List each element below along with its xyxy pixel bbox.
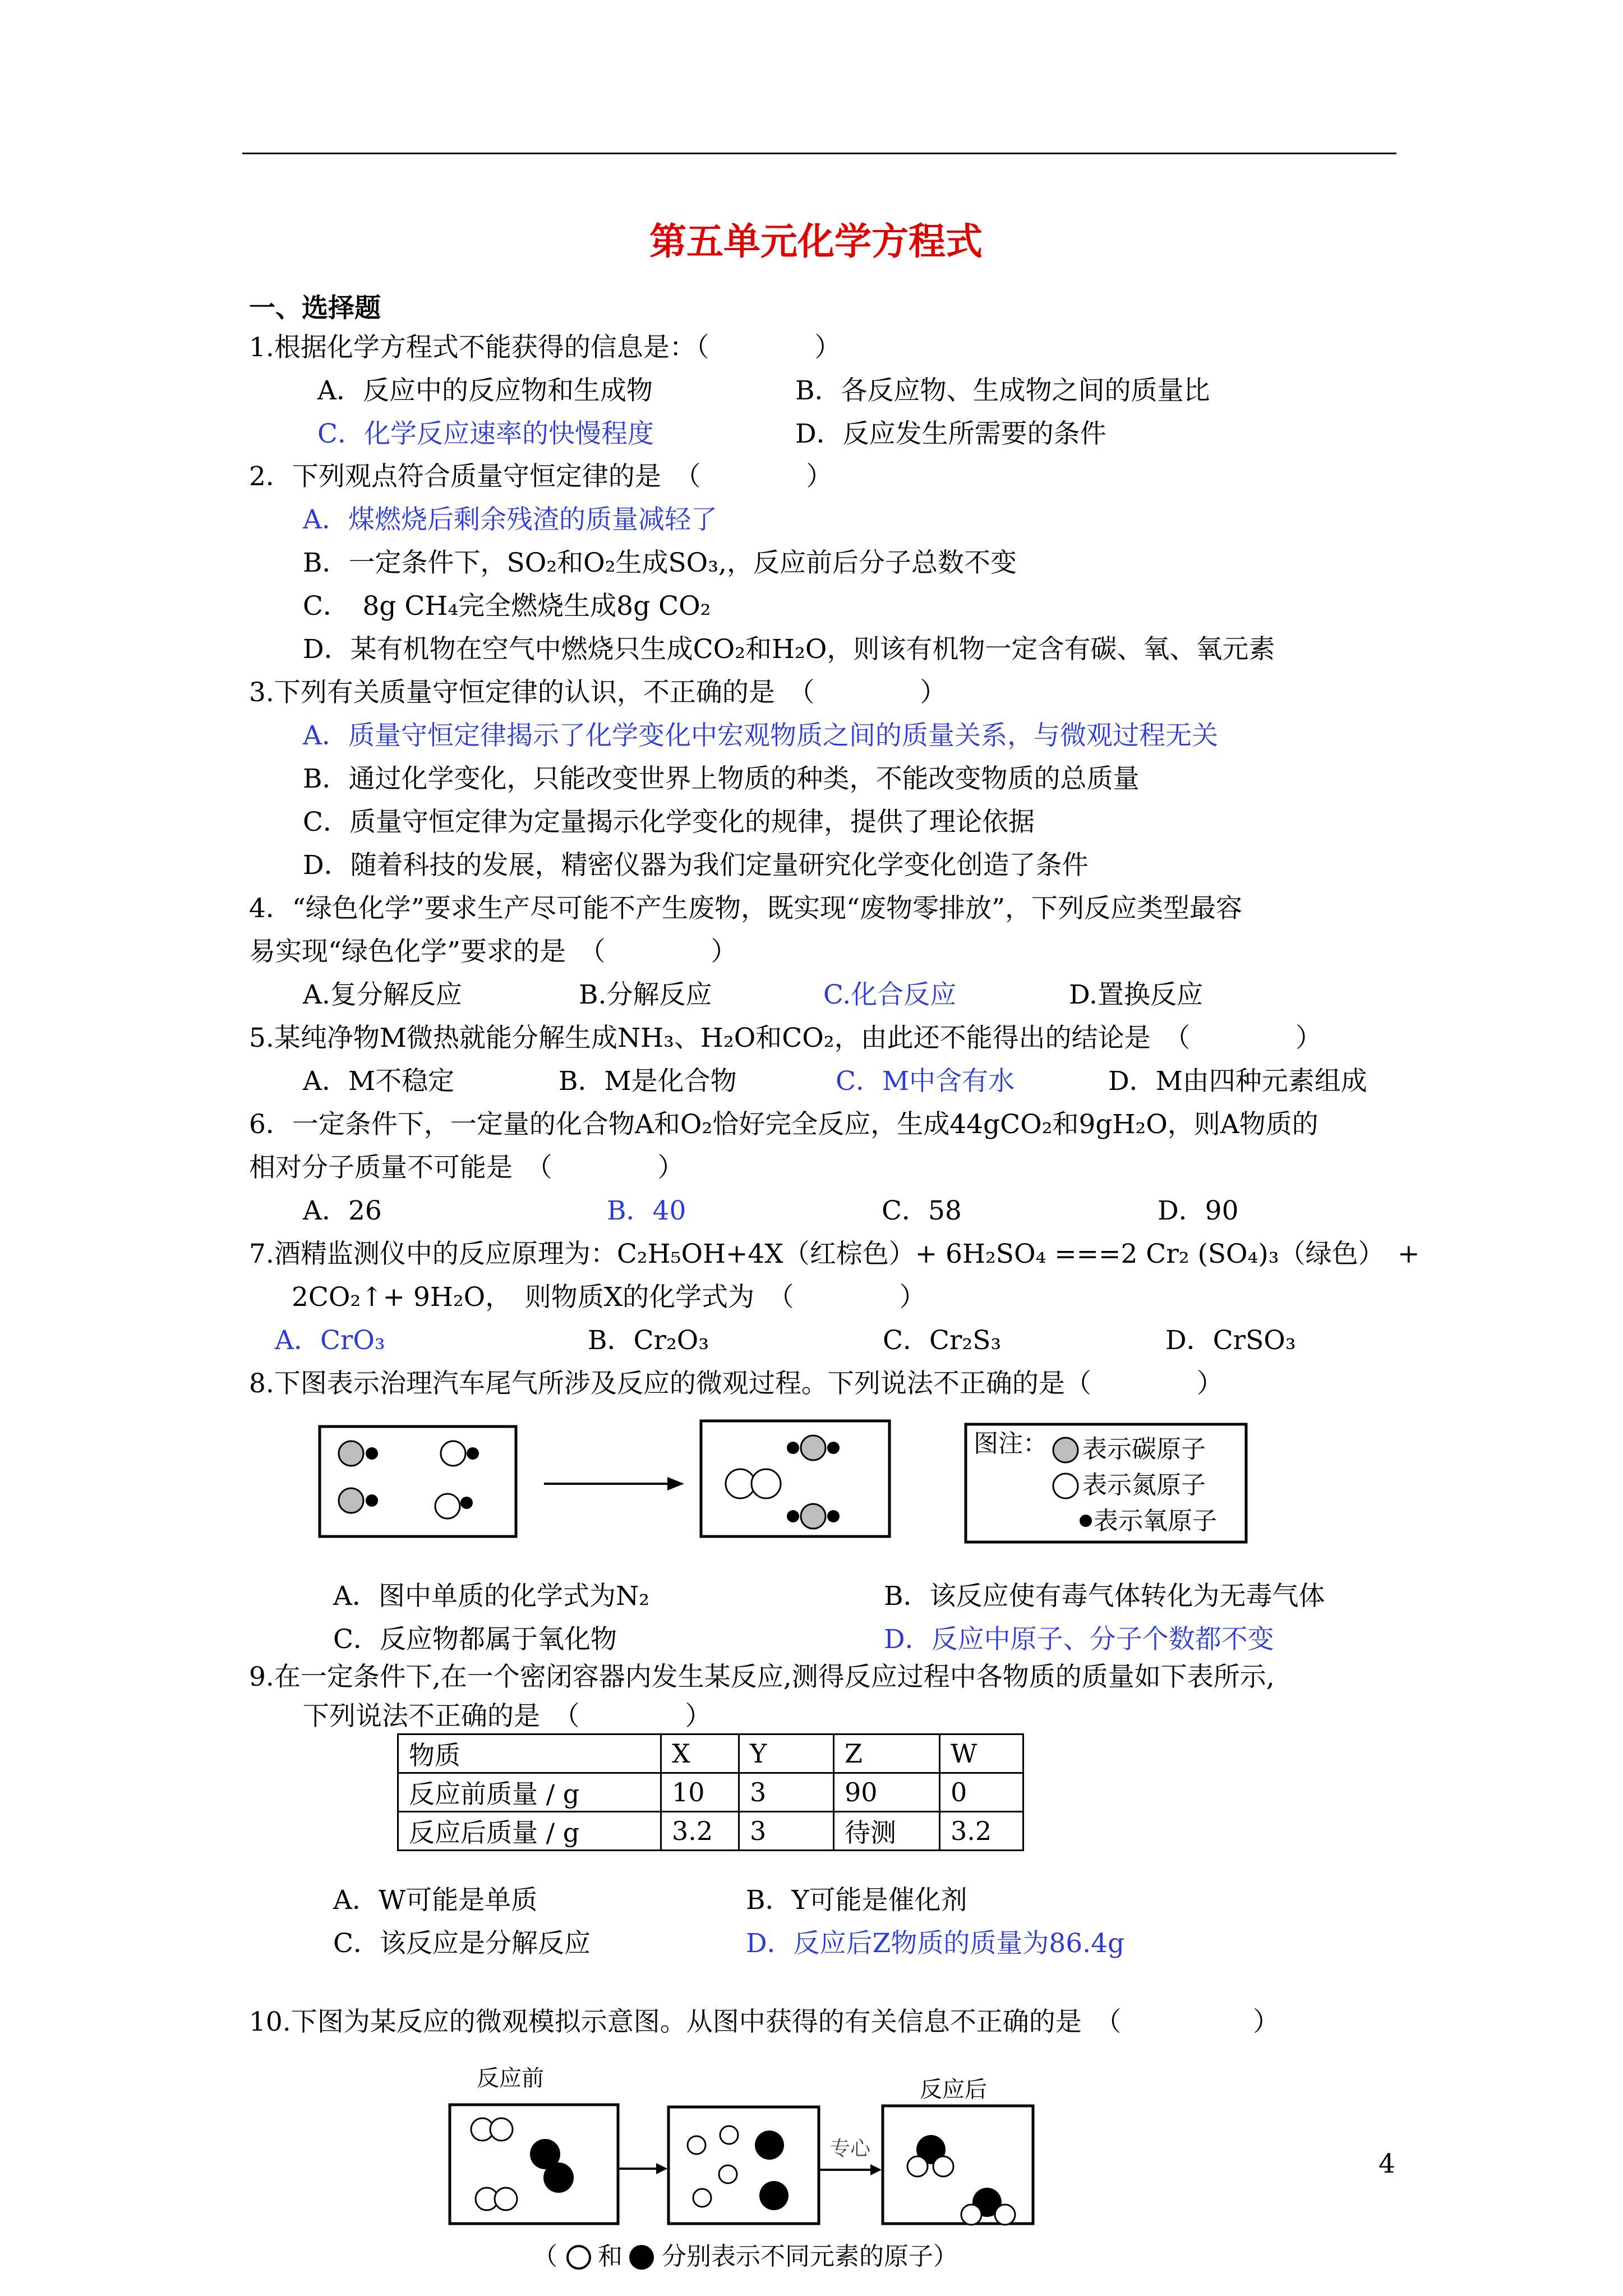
q4-stem-line2: 易实现“绿色化学”要求的是 （ ） bbox=[249, 936, 737, 967]
q2-option-d: D．某有机物在空气中燃烧只生成CO₂和H₂O，则该有机物一定含有碳、氧、氧元素 bbox=[303, 634, 1275, 665]
q4-stem-line1: 4．“绿色化学”要求生产尽可能不产生废物，既实现“废物零排放”，下列反应类型最容 bbox=[249, 893, 1243, 924]
q7-option-b: B．Cr₂O₃ bbox=[588, 1325, 709, 1356]
table-cell: 物质 bbox=[398, 1734, 661, 1773]
table-cell: 3.2 bbox=[940, 1812, 1023, 1851]
q10-caption-text: 分别表示不同元素的原子） bbox=[662, 2242, 958, 2271]
q5-option-a: A．M不稳定 bbox=[303, 1066, 455, 1097]
q8-legend-title: 图注： bbox=[974, 1429, 1048, 1458]
q10-label-after: 反应后 bbox=[920, 2077, 987, 2102]
q9-option-c: C．该反应是分解反应 bbox=[333, 1928, 591, 1959]
q9-option-a: A．W可能是单质 bbox=[333, 1885, 538, 1916]
q7-option-c: C．Cr₂S₃ bbox=[883, 1325, 1002, 1356]
q3-option-a: A．质量守恒定律揭示了化学变化中宏观物质之间的质量关系，与微观过程无关 bbox=[303, 720, 1218, 751]
table-cell: 反应前质量 / g bbox=[398, 1773, 661, 1812]
q5-option-b: B．M是化合物 bbox=[559, 1066, 737, 1097]
table-cell: 0 bbox=[940, 1773, 1023, 1812]
q3-stem: 3.下列有关质量守恒定律的认识，不正确的是 （ ） bbox=[249, 677, 947, 708]
q2-option-a: A．煤燃烧后剩余残渣的质量减轻了 bbox=[303, 504, 717, 535]
q6-option-b: B．40 bbox=[607, 1195, 686, 1226]
q8-legend-carbon: 表示碳原子 bbox=[1082, 1435, 1206, 1464]
q6-stem-line2: 相对分子质量不可能是 （ ） bbox=[249, 1152, 684, 1183]
q7-stem-line2: 2CO₂↑+ 9H₂O， 则物质X的化学式为 （ ） bbox=[292, 1282, 926, 1313]
q4-option-a: A.复分解反应 bbox=[303, 979, 462, 1010]
table-row bbox=[398, 1812, 1023, 1851]
q8-stem: 8.下图表示治理汽车尾气所涉及反应的微观过程。下列说法不正确的是（ ） bbox=[249, 1368, 1223, 1399]
table-header-row bbox=[398, 1734, 1023, 1773]
q8-legend-oxygen: 表示氧原子 bbox=[1094, 1507, 1217, 1535]
q2-stem: 2．下列观点符合质量守恒定律的是 （ ） bbox=[249, 461, 833, 492]
table-cell: 10 bbox=[661, 1773, 739, 1812]
q8-option-c: C．反应物都属于氧化物 bbox=[333, 1624, 617, 1655]
table-cell: X bbox=[661, 1734, 739, 1773]
q8-legend-nitrogen: 表示氮原子 bbox=[1082, 1471, 1206, 1499]
table-cell: W bbox=[940, 1734, 1023, 1773]
table-cell: 待测 bbox=[834, 1812, 940, 1851]
q7-stem-line1: 7.酒精监测仪中的反应原理为：C₂H₅OH+4X（红棕色）+ 6H₂SO₄ ===2 Cr₂ (SO₄)₃（绿色） + bbox=[249, 1239, 1420, 1269]
q5-option-d: D．M由四种元素组成 bbox=[1108, 1066, 1367, 1097]
q6-stem-line1: 6．一定条件下，一定量的化合物A和O₂恰好完全反应，生成44gCO₂和9gH₂O，则A物质的 bbox=[249, 1109, 1318, 1140]
q10-stem: 10.下图为某反应的微观模拟示意图。从图中获得的有关信息不正确的是 （ ） bbox=[249, 2007, 1280, 2037]
q1-option-a: A．反应中的反应物和生成物 bbox=[317, 375, 653, 406]
q7-option-d: D．CrSO₃ bbox=[1165, 1325, 1296, 1356]
black-atom-icon bbox=[627, 2243, 656, 2272]
q7-option-a: A．CrO₃ bbox=[275, 1325, 385, 1356]
q9-stem-line1: 9.在一定条件下,在一个密闭容器内发生某反应,测得反应过程中各物质的质量如下表所示, bbox=[249, 1662, 1275, 1692]
q4-option-c: C.化合反应 bbox=[823, 979, 957, 1010]
table-cell: 3.2 bbox=[661, 1812, 739, 1851]
q1-stem: 1.根据化学方程式不能获得的信息是：（ ） bbox=[249, 332, 841, 363]
page-number: 4 bbox=[1378, 2148, 1395, 2179]
table-cell: Z bbox=[834, 1734, 940, 1773]
table-cell: Y bbox=[739, 1734, 834, 1773]
q6-option-a: A．26 bbox=[303, 1195, 382, 1226]
table-cell: 3 bbox=[739, 1812, 834, 1851]
q9-option-d: D．反应后Z物质的质量为86.4g bbox=[746, 1928, 1125, 1959]
q8-option-d: D．反应中原子、分子个数都不变 bbox=[884, 1624, 1274, 1655]
q9-stem-line2: 下列说法不正确的是 （ ） bbox=[303, 1701, 712, 1732]
q6-option-c: C．58 bbox=[882, 1195, 962, 1226]
q3-option-d: D．随着科技的发展，精密仪器为我们定量研究化学变化创造了条件 bbox=[303, 850, 1089, 881]
q10-caption-open: （ bbox=[533, 2242, 557, 2271]
white-atom-icon bbox=[564, 2243, 593, 2272]
q1-option-c: C．化学反应速率的快慢程度 bbox=[317, 418, 654, 449]
q2-option-c: C． 8g CH₄完全燃烧生成8g CO₂ bbox=[303, 591, 711, 622]
table-cell: 90 bbox=[834, 1773, 940, 1812]
q5-stem: 5.某纯净物M微热就能分解生成NH₃、H₂O和CO₂，由此还不能得出的结论是 （ ） bbox=[249, 1023, 1322, 1053]
q10-reaction-figure bbox=[443, 2098, 1054, 2233]
q4-option-b: B.分解反应 bbox=[579, 979, 712, 1010]
table-cell: 反应后质量 / g bbox=[398, 1812, 661, 1851]
q3-option-c: C．质量守恒定律为定量揭示化学变化的规律，提供了理论依据 bbox=[303, 807, 1035, 838]
q9-mass-table bbox=[397, 1733, 1024, 1851]
q8-option-b: B．该反应使有毒气体转化为无毒气体 bbox=[884, 1581, 1325, 1612]
q3-option-b: B．通过化学变化，只能改变世界上物质的种类，不能改变物质的总质量 bbox=[303, 763, 1140, 794]
q10-arrow-note: 专心 bbox=[830, 2137, 871, 2160]
q10-label-before: 反应前 bbox=[477, 2065, 544, 2091]
q2-option-b: B．一定条件下，SO₂和O₂生成SO₃,，反应前后分子总数不变 bbox=[303, 547, 1017, 578]
q1-option-d: D．反应发生所需要的条件 bbox=[795, 418, 1106, 449]
table-cell: 3 bbox=[739, 1773, 834, 1812]
q5-option-c: C．M中含有水 bbox=[836, 1066, 1015, 1097]
q6-option-d: D．90 bbox=[1158, 1195, 1239, 1226]
page-title: 第五单元化学方程式 bbox=[649, 219, 983, 263]
q1-option-b: B．各反应物、生成物之间的质量比 bbox=[795, 375, 1210, 406]
q10-caption-and: 和 bbox=[598, 2242, 623, 2271]
section-heading: 一、选择题 bbox=[249, 293, 381, 324]
header-rule bbox=[242, 153, 1396, 154]
q8-option-a: A．图中单质的化学式为N₂ bbox=[333, 1581, 649, 1612]
table-row bbox=[398, 1773, 1023, 1812]
q10-box-middle bbox=[668, 2107, 819, 2224]
q4-option-d: D.置换反应 bbox=[1069, 979, 1203, 1010]
q9-option-b: B．Y可能是催化剂 bbox=[746, 1885, 967, 1916]
